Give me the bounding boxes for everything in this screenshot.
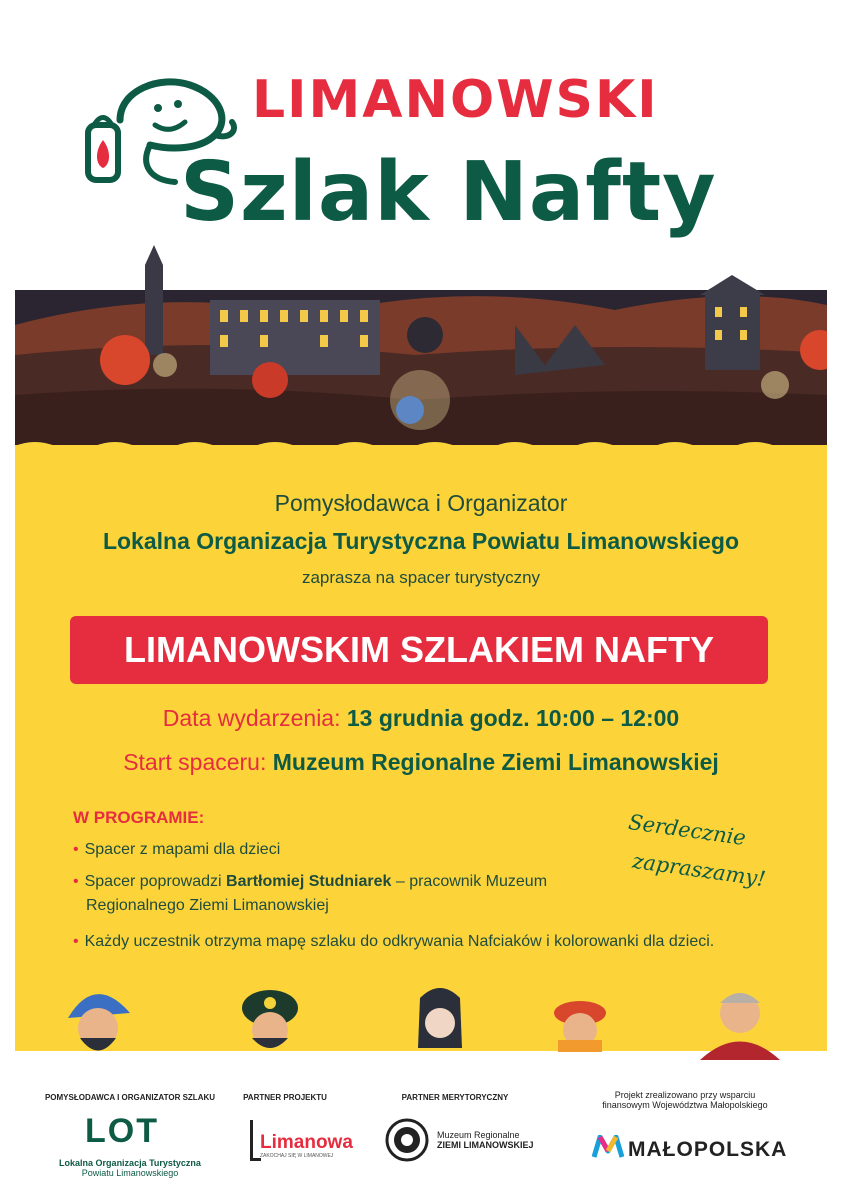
lot-caption: Lokalna Organizacja Turystyczna Powiatu Limanowskiego <box>59 1158 201 1178</box>
greeting-line2: zapraszamy! <box>630 848 768 892</box>
date-value: 13 grudnia godz. 10:00 – 12:00 <box>346 705 680 731</box>
nafciaki-characters <box>60 978 780 1060</box>
event-banner: LIMANOWSKIM SZLAKIEM NAFTY <box>70 616 768 684</box>
malopolska-logo-icon <box>592 1135 624 1159</box>
start-label: Start spaceru: <box>123 749 267 775</box>
invite-text: zaprasza na spacer turystyczny <box>301 568 541 587</box>
character-red-cap <box>554 1001 606 1052</box>
program-item: • Spacer z mapami dla dzieci <box>73 841 281 858</box>
footer-label-partner: PARTNER PROJEKTU <box>243 1093 327 1102</box>
bullet-icon: • <box>73 841 79 858</box>
footer-label-support: Projekt zrealizowano przy wsparciu finansowym Województwa Małopolskiego <box>602 1090 768 1110</box>
character-blue-cap <box>68 994 130 1050</box>
character-gentleman <box>700 993 780 1060</box>
town-illustration <box>15 245 827 450</box>
museum-caption: Muzeum Regionalne ZIEMI LIMANOWSKIEJ <box>437 1130 534 1150</box>
date-label: Data wydarzenia: <box>162 705 341 731</box>
event-date-row <box>0 705 842 732</box>
program-item: • Spacer poprowadzi Bartłomiej Studniarek – pracownik Muzeum <box>73 873 548 890</box>
limanowa-tagline: ZAKOCHAJ SIĘ W LIMANOWEJ <box>260 1153 334 1159</box>
organizer-label: Pomysłodawca i Organizator <box>274 490 568 516</box>
title-top: LIMANOWSKI <box>252 70 659 130</box>
event-start-row <box>0 749 842 776</box>
museum-seal-icon <box>385 1118 429 1162</box>
footer-label-merit: PARTNER MERYTORYCZNY <box>401 1093 509 1102</box>
bullet-icon: • <box>73 933 79 950</box>
greeting-line1: Serdecznie <box>626 809 748 851</box>
lot-logo: LOT <box>85 1112 159 1150</box>
start-value: Muzeum Regionalne Ziemi Limanowskiej <box>272 749 719 775</box>
character-long-hair <box>418 988 462 1048</box>
malopolska-logo: MAŁOPOLSKA <box>628 1138 788 1161</box>
program-item: • Każdy uczestnik otrzyma mapę szlaku do odkrywania Nafciaków i kolorowanki dla dzieci. <box>73 933 715 950</box>
limanowa-logo: Limanowa <box>260 1132 353 1153</box>
footer-label-organizer: POMYSŁODAWCA I ORGANIZATOR SZLAKU <box>44 1093 216 1102</box>
bullet-icon: • <box>73 873 79 890</box>
panel-edge <box>15 438 827 454</box>
program-item-line2: Regionalnego Ziemi Limanowskiej <box>86 897 329 914</box>
organizer-name: Lokalna Organizacja Turystyczna Powiatu Limanowskiego <box>102 528 740 554</box>
program-title: W PROGRAMIE: <box>73 808 205 827</box>
character-miner <box>242 990 298 1048</box>
title-main: Szlak Nafty <box>180 145 717 240</box>
